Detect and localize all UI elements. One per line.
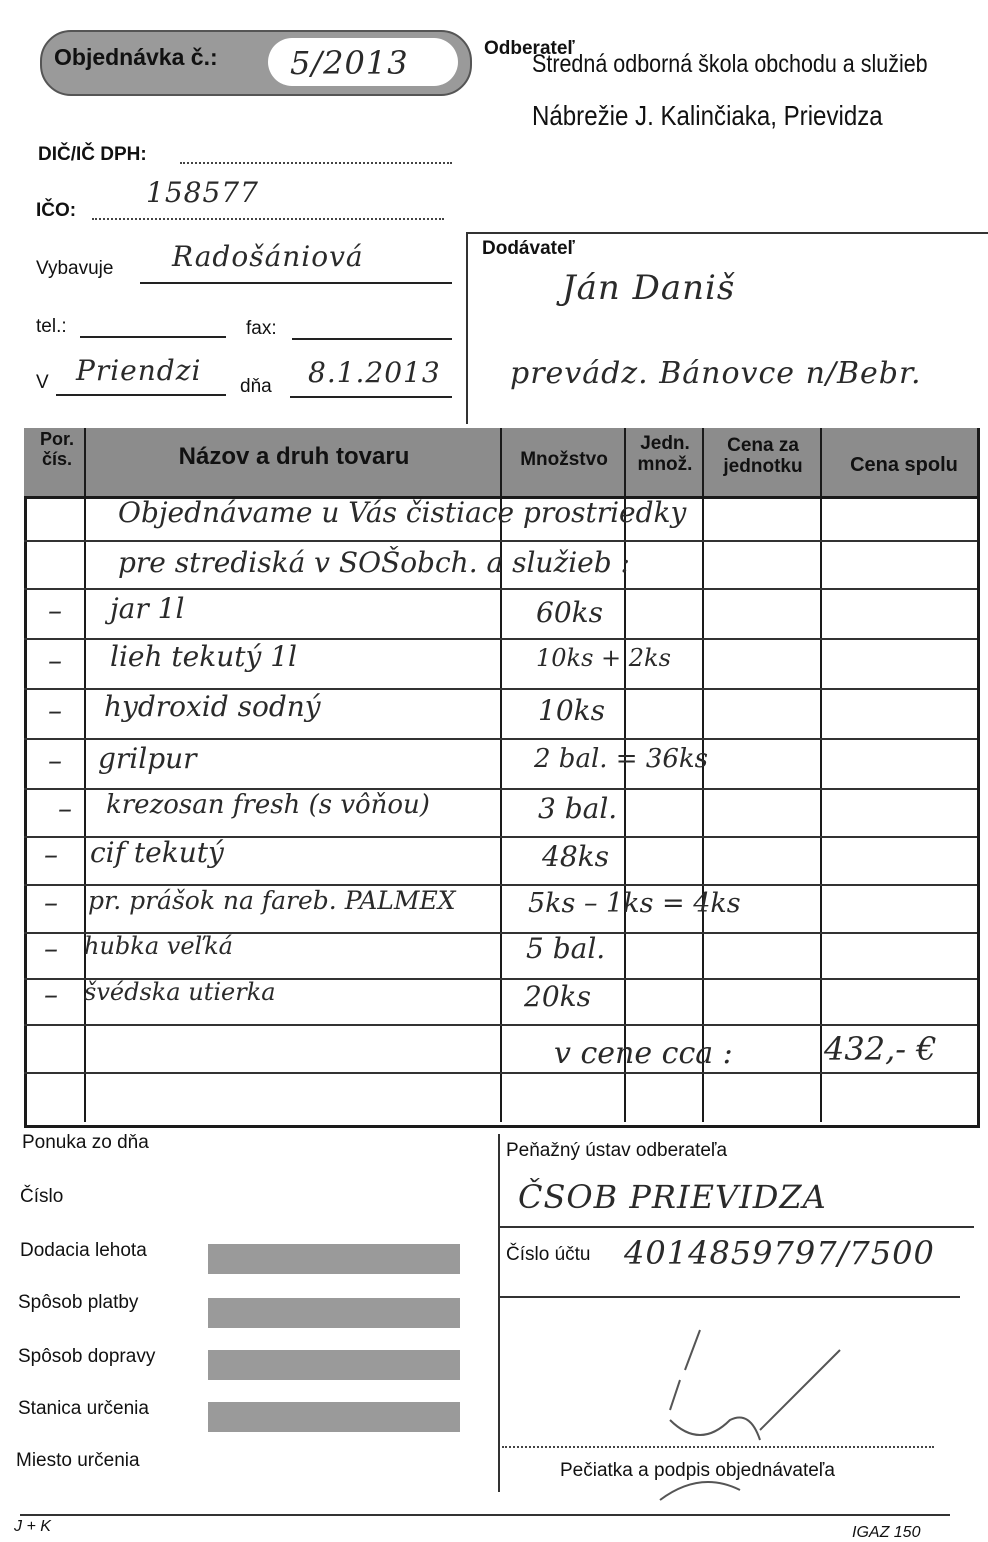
tel-line	[80, 336, 226, 338]
row-qty: 10ks + 2ks	[536, 644, 671, 672]
row-divider	[24, 738, 977, 740]
account-label: Číslo účtu	[506, 1244, 591, 1265]
place-value: Priendzi	[76, 354, 202, 387]
row-no: –	[44, 978, 58, 1011]
header-no: Por. čís.	[39, 429, 74, 469]
row-name: jar 1l	[110, 592, 185, 625]
order-number-label: Objednávka č.:	[54, 44, 218, 70]
bank-label: Peňažný ústav odberateľa	[506, 1140, 728, 1161]
row-no: –	[48, 594, 62, 627]
row-qty: 48ks	[542, 840, 609, 873]
supplier-box	[466, 232, 988, 424]
row-name: pr. prášok na fareb. PALMEX	[88, 886, 456, 915]
account-value: 4014859797/7500	[624, 1234, 935, 1272]
ico-line	[92, 218, 444, 220]
date-label: dňa	[240, 376, 272, 397]
issued-by-line	[140, 282, 452, 284]
row-name: lieh tekutý 1l	[110, 640, 297, 673]
issued-by-value: Radošániová	[172, 240, 364, 273]
destination-station-label: Stanica určenia	[18, 1398, 149, 1419]
destination-place-label: Miesto určenia	[16, 1450, 140, 1471]
signature-mark	[640, 1320, 880, 1520]
row-qty: 20ks	[524, 980, 591, 1013]
col-divider	[84, 428, 86, 1122]
fax-label: fax:	[246, 318, 277, 339]
row-qty: 5ks – 1ks = 4ks	[528, 888, 741, 919]
row-qty: 2 bal. = 36ks	[534, 744, 709, 774]
summary-total: 432,- €	[824, 1030, 937, 1068]
footer-line	[20, 1514, 950, 1516]
row-qty: 3 bal.	[538, 792, 618, 825]
payment-method-label: Spôsob platby	[18, 1292, 139, 1313]
signature-label: Pečiatka a podpis objednávateľa	[560, 1460, 835, 1481]
header-unit: Jedn. množ.	[637, 433, 693, 475]
row-name: hubka veľká	[84, 932, 233, 960]
delivery-term-label: Dodacia lehota	[20, 1240, 147, 1261]
ico-value: 158577	[146, 176, 259, 209]
col-divider	[624, 428, 626, 1122]
row-no: –	[58, 792, 72, 825]
row-name: cif tekutý	[90, 836, 224, 869]
row-qty: 10ks	[538, 694, 605, 727]
row-no: –	[48, 694, 62, 727]
dic-line	[180, 162, 452, 164]
fax-line	[292, 338, 452, 340]
row-divider	[24, 1024, 977, 1026]
row-no: –	[48, 644, 62, 677]
row-name: švédska utierka	[84, 978, 276, 1006]
row-name: pre strediská v SOŠobch. a služieb :	[118, 546, 630, 579]
transport-method-label: Spôsob dopravy	[18, 1346, 156, 1367]
bank-line	[498, 1226, 974, 1228]
col-divider	[820, 428, 822, 1122]
row-name: Objednávame u Vás čistiace prostriedky	[118, 496, 687, 529]
offer-number-label: Číslo	[20, 1186, 64, 1207]
date-line	[290, 396, 452, 398]
supplier-label: Dodávateľ	[482, 238, 575, 259]
account-line	[498, 1296, 960, 1298]
row-name: krezosan fresh (s vôňou)	[106, 790, 430, 820]
row-no: –	[44, 932, 58, 965]
customer-name: Stredná odborná škola obchodu a služieb	[532, 50, 928, 78]
row-name: grilpur	[98, 742, 197, 775]
date-value: 8.1.2013	[308, 356, 441, 389]
place-label: V	[36, 372, 49, 393]
customer-address: Nábrežie J. Kalinčiaka, Prievidza	[532, 100, 883, 131]
supplier-address: prevádz. Bánovce n/Bebr.	[510, 356, 922, 391]
bottom-divider	[498, 1134, 500, 1492]
header-total: Cena spolu	[850, 454, 958, 476]
summary-label: v cene cca :	[554, 1036, 733, 1071]
customer-label: Odberateľ	[484, 38, 575, 59]
order-number-value: 5/2013	[290, 44, 409, 82]
ico-label: IČO:	[36, 200, 77, 221]
supplier-name: Ján Daniš	[562, 268, 736, 308]
row-divider	[24, 1072, 977, 1074]
offer-date-label: Ponuka zo dňa	[22, 1132, 149, 1153]
payment-method-field	[208, 1298, 460, 1328]
place-line	[56, 394, 226, 396]
issued-by-label: Vybavuje	[36, 258, 114, 279]
col-divider	[702, 428, 704, 1122]
transport-method-field	[208, 1350, 460, 1380]
items-table	[24, 428, 980, 1128]
tel-label: tel.:	[36, 316, 67, 337]
col-divider	[500, 428, 502, 1122]
row-no: –	[44, 886, 58, 919]
header-qty: Množstvo	[520, 449, 608, 470]
row-divider	[24, 540, 977, 542]
row-no: –	[48, 744, 62, 777]
header-unit-price: Cena za jednotku	[723, 435, 803, 477]
delivery-term-field	[208, 1244, 460, 1274]
row-no: –	[44, 838, 58, 871]
row-divider	[24, 588, 977, 590]
dic-label: DIČ/IČ DPH:	[38, 144, 147, 165]
footer-left: J + K	[14, 1518, 51, 1535]
row-qty: 60ks	[536, 596, 603, 629]
bank-value: ČSOB PRIEVIDZA	[518, 1178, 827, 1216]
footer-right: IGAZ 150	[852, 1524, 921, 1541]
header-name: Názov a druh tovaru	[178, 443, 410, 470]
destination-station-field	[208, 1402, 460, 1432]
row-name: hydroxid sodný	[104, 690, 321, 723]
row-qty: 5 bal.	[526, 932, 606, 965]
